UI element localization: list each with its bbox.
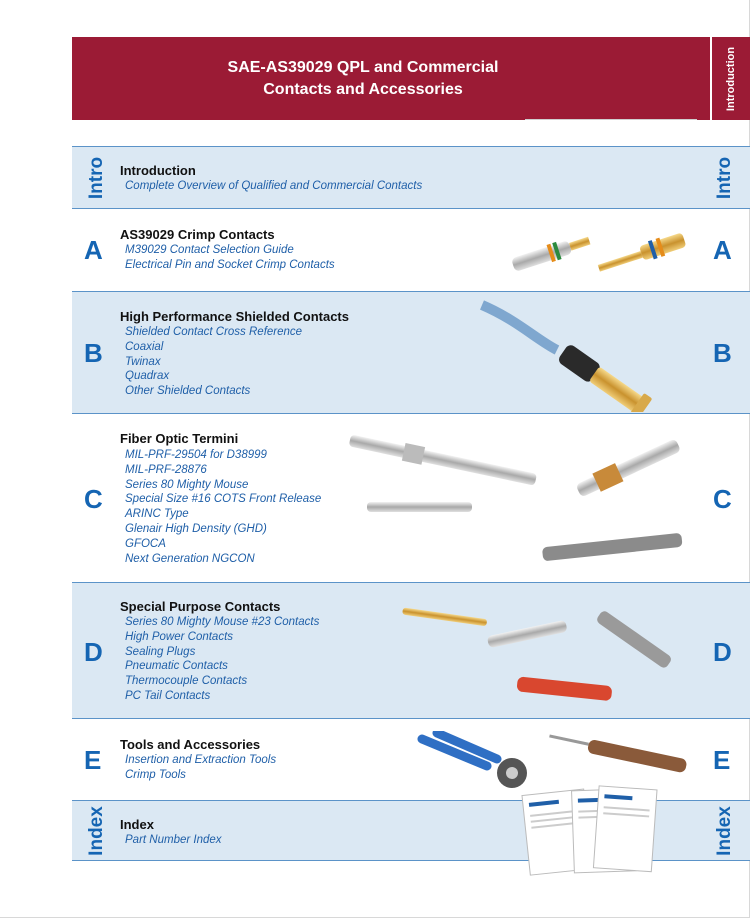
section-d[interactable]	[72, 582, 750, 718]
side-label-left: A	[84, 235, 103, 265]
banner-divider	[525, 119, 697, 120]
toc-link-complete-overview[interactable]: Complete Overview of Qualified and Commercial Contacts	[125, 180, 423, 192]
side-label-right: D	[713, 637, 732, 667]
section-c[interactable]	[72, 413, 750, 582]
side-label-left: Index	[86, 806, 107, 856]
section-heading: Introduction	[120, 163, 196, 178]
section-heading: Fiber Optic Termini	[120, 431, 239, 446]
section-b[interactable]	[72, 291, 750, 413]
toc-link-arinc[interactable]: ARINC Type	[125, 508, 189, 521]
crimp-contacts-image	[502, 217, 692, 277]
side-label-right: E	[713, 745, 731, 775]
page-title-line-2: Contacts and Accessories	[263, 81, 463, 98]
toc-link-series-80[interactable]: Series 80 Mighty Mouse	[125, 478, 249, 491]
toc-link-mil-prf-29504[interactable]: MIL-PRF-29504 for D38999	[125, 449, 267, 461]
section-heading: Index	[120, 817, 154, 832]
toc-link-quadrax[interactable]: Quadrax	[125, 370, 170, 383]
side-label-left: B	[84, 338, 103, 368]
side-label-right: Index	[714, 806, 735, 856]
section-a[interactable]	[72, 208, 750, 291]
side-label-right: Intro	[714, 156, 735, 200]
tab-introduction[interactable]	[710, 37, 750, 120]
toc-link-sealing-plugs[interactable]: Sealing Plugs	[125, 645, 196, 658]
section-heading: High Performance Shielded Contacts	[120, 309, 349, 324]
index-pages-image	[518, 782, 658, 882]
fiber-optic-termini-image	[342, 434, 687, 564]
section-heading: Special Purpose Contacts	[120, 599, 281, 614]
special-purpose-contacts-image	[402, 603, 682, 708]
toc-link-ngcon[interactable]: Next Generation NGCON	[125, 552, 255, 565]
toc-link-series-80-23[interactable]: Series 80 Mighty Mouse #23 Contacts	[125, 616, 320, 628]
toc-link-pc-tail[interactable]: PC Tail Contacts	[125, 689, 211, 702]
toc-link-crimp-contacts[interactable]: Electrical Pin and Socket Crimp Contacts	[125, 258, 335, 271]
page-title	[72, 57, 654, 101]
toc-link-pneumatic[interactable]: Pneumatic Contacts	[125, 660, 228, 673]
toc-link-coaxial[interactable]: Coaxial	[125, 340, 164, 353]
toc-link-ghd[interactable]: Glenair High Density (GHD)	[125, 522, 267, 535]
page-title-line-1: SAE-AS39029 QPL and Commercial	[227, 59, 499, 76]
side-label-right: A	[713, 235, 732, 265]
side-label-left: E	[84, 745, 102, 775]
toc-link-insertion-extraction[interactable]: Insertion and Extraction Tools	[125, 754, 277, 766]
toc-link-high-power[interactable]: High Power Contacts	[125, 630, 234, 643]
side-label-left: C	[84, 484, 103, 514]
tab-introduction-label: Introduction	[725, 46, 737, 111]
section-heading: AS39029 Crimp Contacts	[120, 227, 275, 242]
toc-link-thermocouple[interactable]: Thermocouple Contacts	[125, 675, 248, 688]
toc-link-other-shielded[interactable]: Other Shielded Contacts	[125, 385, 251, 398]
toc-link-selection-guide[interactable]: M39029 Contact Selection Guide	[125, 244, 294, 256]
section-heading: Tools and Accessories	[120, 737, 261, 752]
section-intro[interactable]	[72, 146, 750, 208]
side-label-left: D	[84, 637, 103, 667]
toc-link-crimp-tools[interactable]: Crimp Tools	[125, 768, 186, 781]
toc-link-gfoca[interactable]: GFOCA	[125, 537, 166, 550]
side-label-left: Intro	[86, 156, 107, 200]
shielded-contact-image	[477, 300, 677, 412]
side-label-right: B	[713, 338, 732, 368]
header-banner	[72, 37, 710, 120]
toc-link-mil-prf-28876[interactable]: MIL-PRF-28876	[125, 463, 207, 476]
toc-link-twinax[interactable]: Twinax	[125, 355, 161, 368]
toc-link-size-16-cots[interactable]: Special Size #16 COTS Front Release	[125, 493, 322, 506]
toc-link-cross-reference[interactable]: Shielded Contact Cross Reference	[125, 326, 303, 338]
toc-link-part-number-index[interactable]: Part Number Index	[125, 834, 222, 846]
side-label-right: C	[713, 484, 732, 514]
